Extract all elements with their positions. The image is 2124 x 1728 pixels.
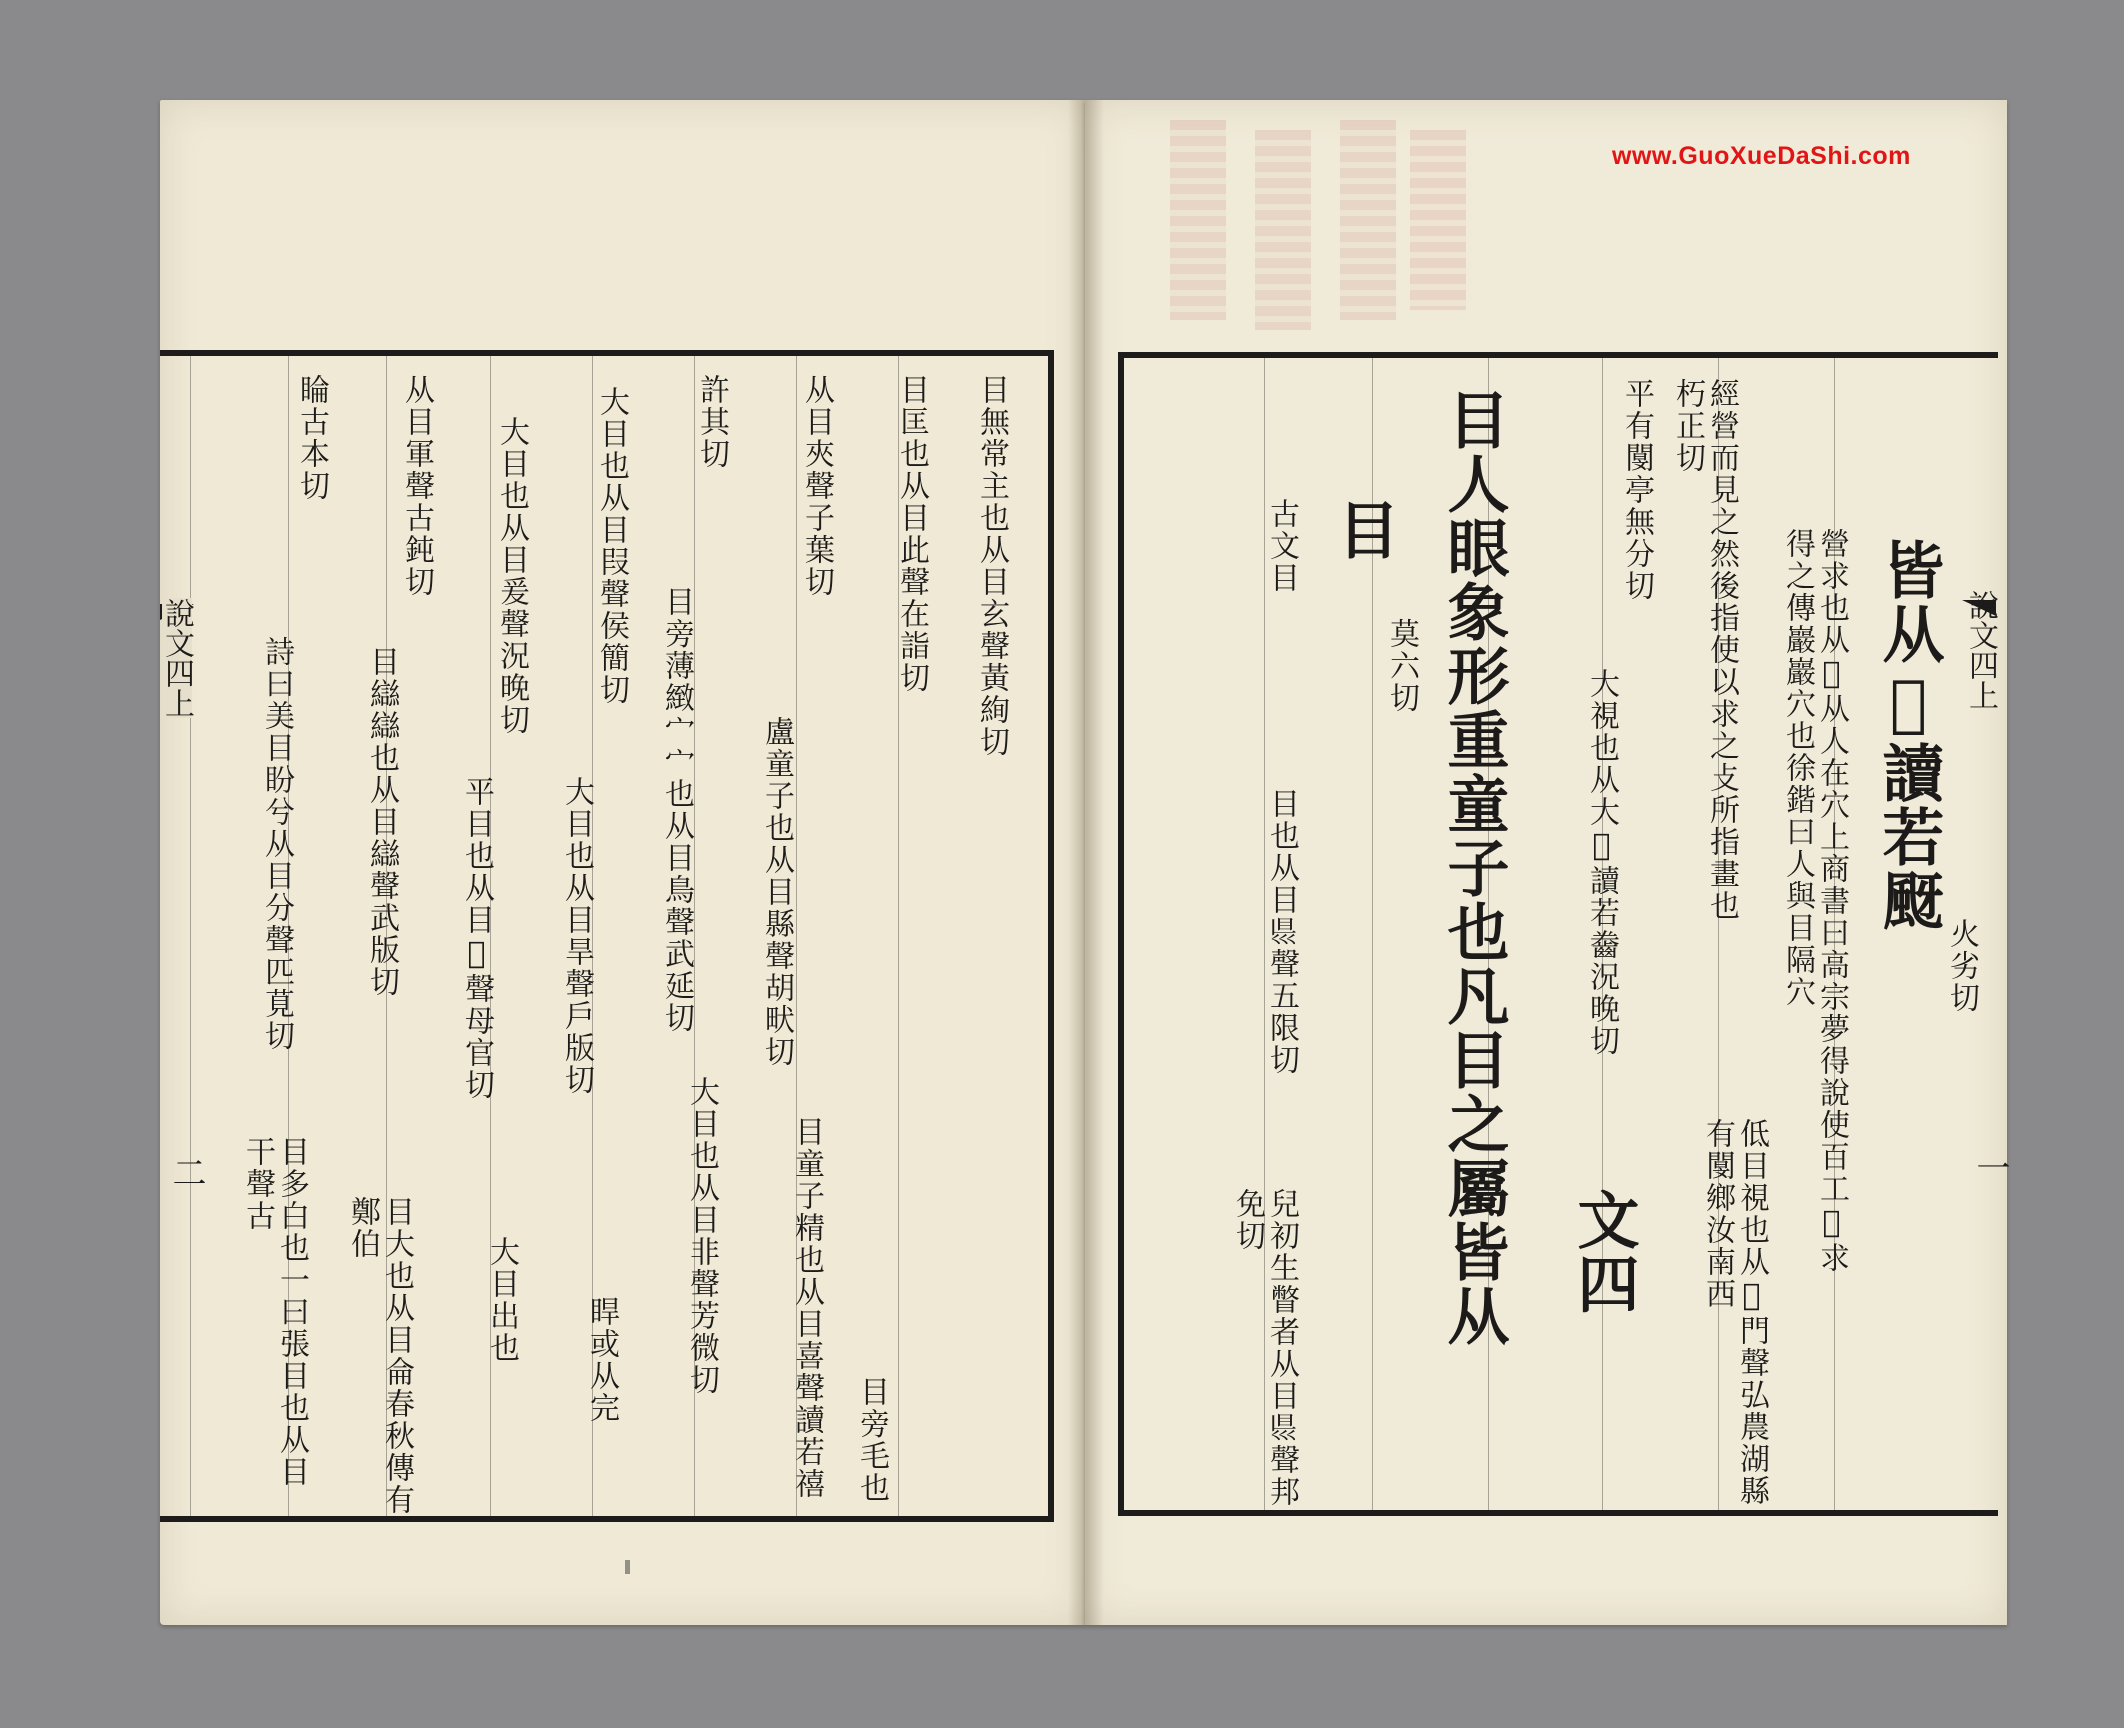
page-number: 二 (166, 1155, 206, 1189)
book-gutter (1068, 100, 1104, 1625)
text-column: 目也从目𥄉聲五限切 (1264, 788, 1299, 1076)
text-column: 大目出也 (484, 1236, 519, 1364)
text-column: 低目視也从𡕥門聲弘農湖縣有閺鄉汝南西 (1700, 1118, 1769, 1507)
text-column: 兒初生瞥者从目𥄉聲邦免切 (1230, 1188, 1299, 1508)
text-column: 大視也从大𡕥讀若齤況晚切 (1584, 668, 1619, 1057)
text-column: 睅或从完 (584, 1296, 619, 1424)
text-column: 目多白也一曰張目也从目干聲古 (240, 1136, 309, 1488)
fore-edge-title: 說文四上 (159, 598, 194, 718)
right-text-frame (1118, 352, 1998, 1516)
text-column: 目匡也从目此聲在詣切 (894, 374, 929, 694)
text-column: 目旁薄緻宀宀也从目鳥聲武延切 (659, 586, 694, 1034)
text-column: 詩曰美目盼兮从目分聲匹莧切 (259, 636, 294, 1052)
text-column: 莫六切 (1384, 618, 1419, 714)
text-column: 文四 (1567, 1188, 1640, 1316)
text-column: 經營而見之然後指使以求之攴所指畫也朽正切 (1670, 378, 1739, 922)
text-column: 目䜌䜌也从目䜌聲武版切 (364, 646, 399, 998)
text-column: 目大也从目侖春秋傳有鄭伯 (345, 1196, 414, 1516)
text-column: 大目也从目爰聲況晚切 (494, 416, 529, 736)
faded-seal-stamp (1160, 120, 1470, 330)
text-column: 營求也从𡕥从人在穴上商書曰高宗夢得說使百工𡕥求得之傳巖巖穴也徐鍇曰人與目隔穴 (1780, 528, 1849, 1274)
text-column: 从目夾聲子葉切 (799, 374, 834, 598)
text-column: 皆从𡕥讀若颬 (1872, 538, 1945, 933)
watermark: www.GuoXueDaShi.com (1612, 142, 1911, 170)
text-column: 古文目 (1264, 498, 1299, 594)
text-column: 目童子精也从目喜聲讀若禧 (789, 1116, 824, 1500)
text-column: 許其切 (694, 374, 729, 470)
text-column: 大目也从目旱聲戶版切 (559, 776, 594, 1096)
text-column: 目旁毛也 (854, 1376, 889, 1504)
left-text-frame (160, 350, 1054, 1522)
text-column: 目無常主也从目玄聲黃絢切 (974, 374, 1009, 758)
text-column: 火劣切 (1944, 918, 1979, 1014)
fore-edge-title: 說文四上 (1963, 590, 1998, 710)
text-column: 从目軍聲古鈍切 (399, 374, 434, 598)
text-column: 盧童子也从目縣聲胡畎切 (759, 716, 794, 1068)
page-number: 一 (1970, 1150, 2010, 1184)
text-column: 睔古本切 (294, 374, 329, 502)
text-column: 平目也从目𥇨聲母官切 (459, 776, 494, 1101)
text-column: 目人眼象形重童子也凡目之屬皆从 (1437, 388, 1510, 1348)
text-column: 平有閺亭無分切 (1619, 378, 1654, 602)
page-mark (625, 1560, 630, 1574)
text-column: 大目也从目非聲芳微切 (684, 1076, 719, 1396)
text-column: 大目也从目叚聲侯簡切 (594, 386, 629, 706)
text-column: 目 (1327, 498, 1400, 562)
